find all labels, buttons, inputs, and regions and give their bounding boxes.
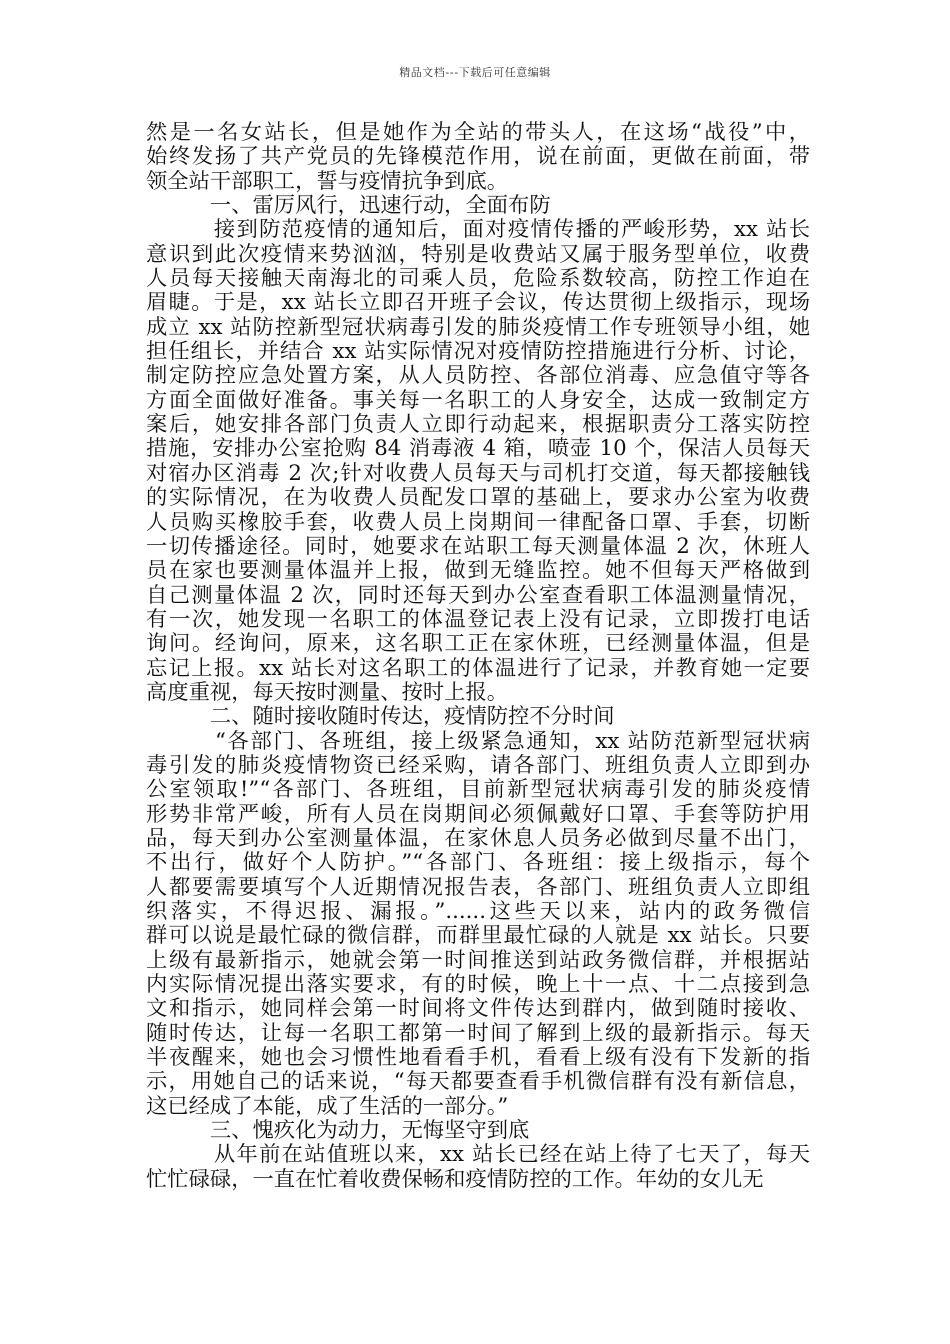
text-line: 忙忙碌碌，一直在忙着收费保畅和疫情防控的工作。年幼的女儿无 (146, 1166, 764, 1192)
text-line: 人都要需要填写个人近期情况报告表，各部门、班组负责人立即组 (146, 874, 810, 900)
text-line: 文和指示，她同样会第一时间将文件传达到群内，做到随时接收、 (146, 996, 810, 1022)
text-line: 随时传达，让每一名职工都第一时间了解到上级的最新指示。每天 (146, 1020, 810, 1046)
text-line: 人员每天接触天南海北的司乘人员，危险系数较高，防控工作迫在 (146, 266, 810, 292)
text-line: 案后，她安排各部门负责人立即行动起来，根据职责分工落实防控 (146, 412, 810, 438)
body-paragraph (146, 1143, 810, 1192)
text-line: 员在家也要测量体温并上报，做到无缝监控。她不但每天严格做到 (146, 558, 810, 584)
body-paragraph (146, 121, 810, 194)
text-line: 方面全面做好准备。事关每一名职工的人身安全，达成一致制定方 (146, 387, 810, 413)
text-line: 措施，安排办公室抢购 84 消毒液 4 箱，喷壶 10 个，保洁人员每天 (146, 436, 810, 462)
text-line: 始终发扬了共产党员的先锋模范作用，说在前面，更做在前面，带 (146, 144, 810, 170)
text-line: 一切传播途径。同时，她要求在站职工每天测量体温 2 次，休班人 (146, 533, 810, 559)
text-line: “各部门、各班组，接上级紧急通知，xx 站防范新型冠状病 (146, 728, 810, 754)
text-line: 内实际情况提出落实要求，有的时候，晚上十一点、十二点接到急 (146, 972, 810, 998)
text-line: 制定防控应急处置方案，从人员防控、各部位消毒、应急值守等各 (146, 363, 810, 389)
text-line: 这已经成了本能，成了生活的一部分。” (146, 1093, 509, 1119)
document-body (146, 121, 810, 1192)
text-line: 品，每天到办公室测量体温，在家休息人员务必做到尽量不出门， (146, 825, 810, 851)
text-line: 高度重视，每天按时测量、按时上报。 (146, 679, 509, 705)
text-line: 询问。经询问，原来，这名职工正在家休班，已经测量体温，但是 (146, 631, 810, 657)
text-line: 有一次，她发现一名职工的体温登记表上没有记录，立即拨打电话 (146, 606, 810, 632)
text-line: 接到防范疫情的通知后，面对疫情传播的严峻形势，xx 站长 (146, 217, 810, 243)
text-line: 成立 xx 站防控新型冠状病毒引发的肺炎疫情工作专班领导小组，她 (146, 314, 810, 340)
section-heading (146, 1119, 810, 1143)
text-line: 对宿办区消毒 2 次;针对收费人员每天与司机打交道，每天都接触钱 (146, 460, 810, 486)
text-line: 意识到此次疫情来势汹汹，特别是收费站又属于服务型单位，收费 (146, 241, 810, 267)
section-heading (146, 194, 810, 218)
body-paragraph (146, 730, 810, 1120)
text-line: 忘记上报。xx 站长对这名职工的体温进行了记录，并教育她一定要 (146, 655, 810, 681)
text-line: 眉睫。于是，xx 站长立即召开班子会议，传达贯彻上级指示，现场 (146, 290, 810, 316)
text-line: 的实际情况，在为收费人员配发口罩的基础上，要求办公室为收费 (146, 485, 810, 511)
text-line: 三、愧疚化为动力，无悔坚守到底 (146, 1118, 530, 1144)
text-line: 人员购买橡胶手套，收费人员上岗期间一律配备口罩、手套，切断 (146, 509, 810, 535)
text-line: 群可以说是最忙碌的微信群，而群里最忙碌的人就是 xx 站长。只要 (146, 923, 810, 949)
page-header: 精品文档---下载后可任意编辑 (399, 66, 551, 79)
text-line: 担任组长，并结合 xx 站实际情况对疫情防控措施进行分析、讨论， (146, 339, 810, 365)
text-line: 二、随时接收随时传达，疫情防控不分时间 (146, 704, 615, 730)
text-line: 从年前在站值班以来，xx 站长已经在站上待了七天了，每天 (146, 1142, 810, 1168)
body-paragraph (146, 218, 810, 705)
text-line: 织落实，不得迟报、漏报。”......这些天以来，站内的政务微信 (146, 899, 810, 924)
text-line: 自己测量体温 2 次，同时还每天到办公室查看职工体温测量情况， (146, 582, 810, 608)
text-line: 领全站干部职工，誓与疫情抗争到底。 (146, 168, 509, 194)
text-line: 示，用她自己的话来说，“每天都要查看手机微信群有没有新信息， (146, 1069, 810, 1095)
text-line: 毒引发的肺炎疫情物资已经采购，请各部门、班组负责人立即到办 (146, 752, 810, 778)
text-line: 不出行，做好个人防护。”“各部门、各班组：接上级指示，每个 (146, 850, 810, 876)
text-line: 上级有最新指示，她就会第一时间推送到站政务微信群，并根据站 (146, 947, 810, 973)
text-line: 公室领取!”“各部门、各班组，目前新型冠状病毒引发的肺炎疫情 (146, 777, 810, 803)
text-line: 半夜醒来，她也会习惯性地看看手机，看看上级有没有下发新的指 (146, 1045, 810, 1071)
text-line: 形势非常严峻，所有人员在岗期间必须佩戴好口罩、手套等防护用 (146, 801, 810, 827)
section-heading (146, 705, 810, 729)
text-line: 然是一名女站长，但是她作为全站的带头人，在这场“战役”中， (146, 120, 810, 145)
text-line: 一、雷厉风行，迅速行动，全面布防 (146, 193, 551, 219)
